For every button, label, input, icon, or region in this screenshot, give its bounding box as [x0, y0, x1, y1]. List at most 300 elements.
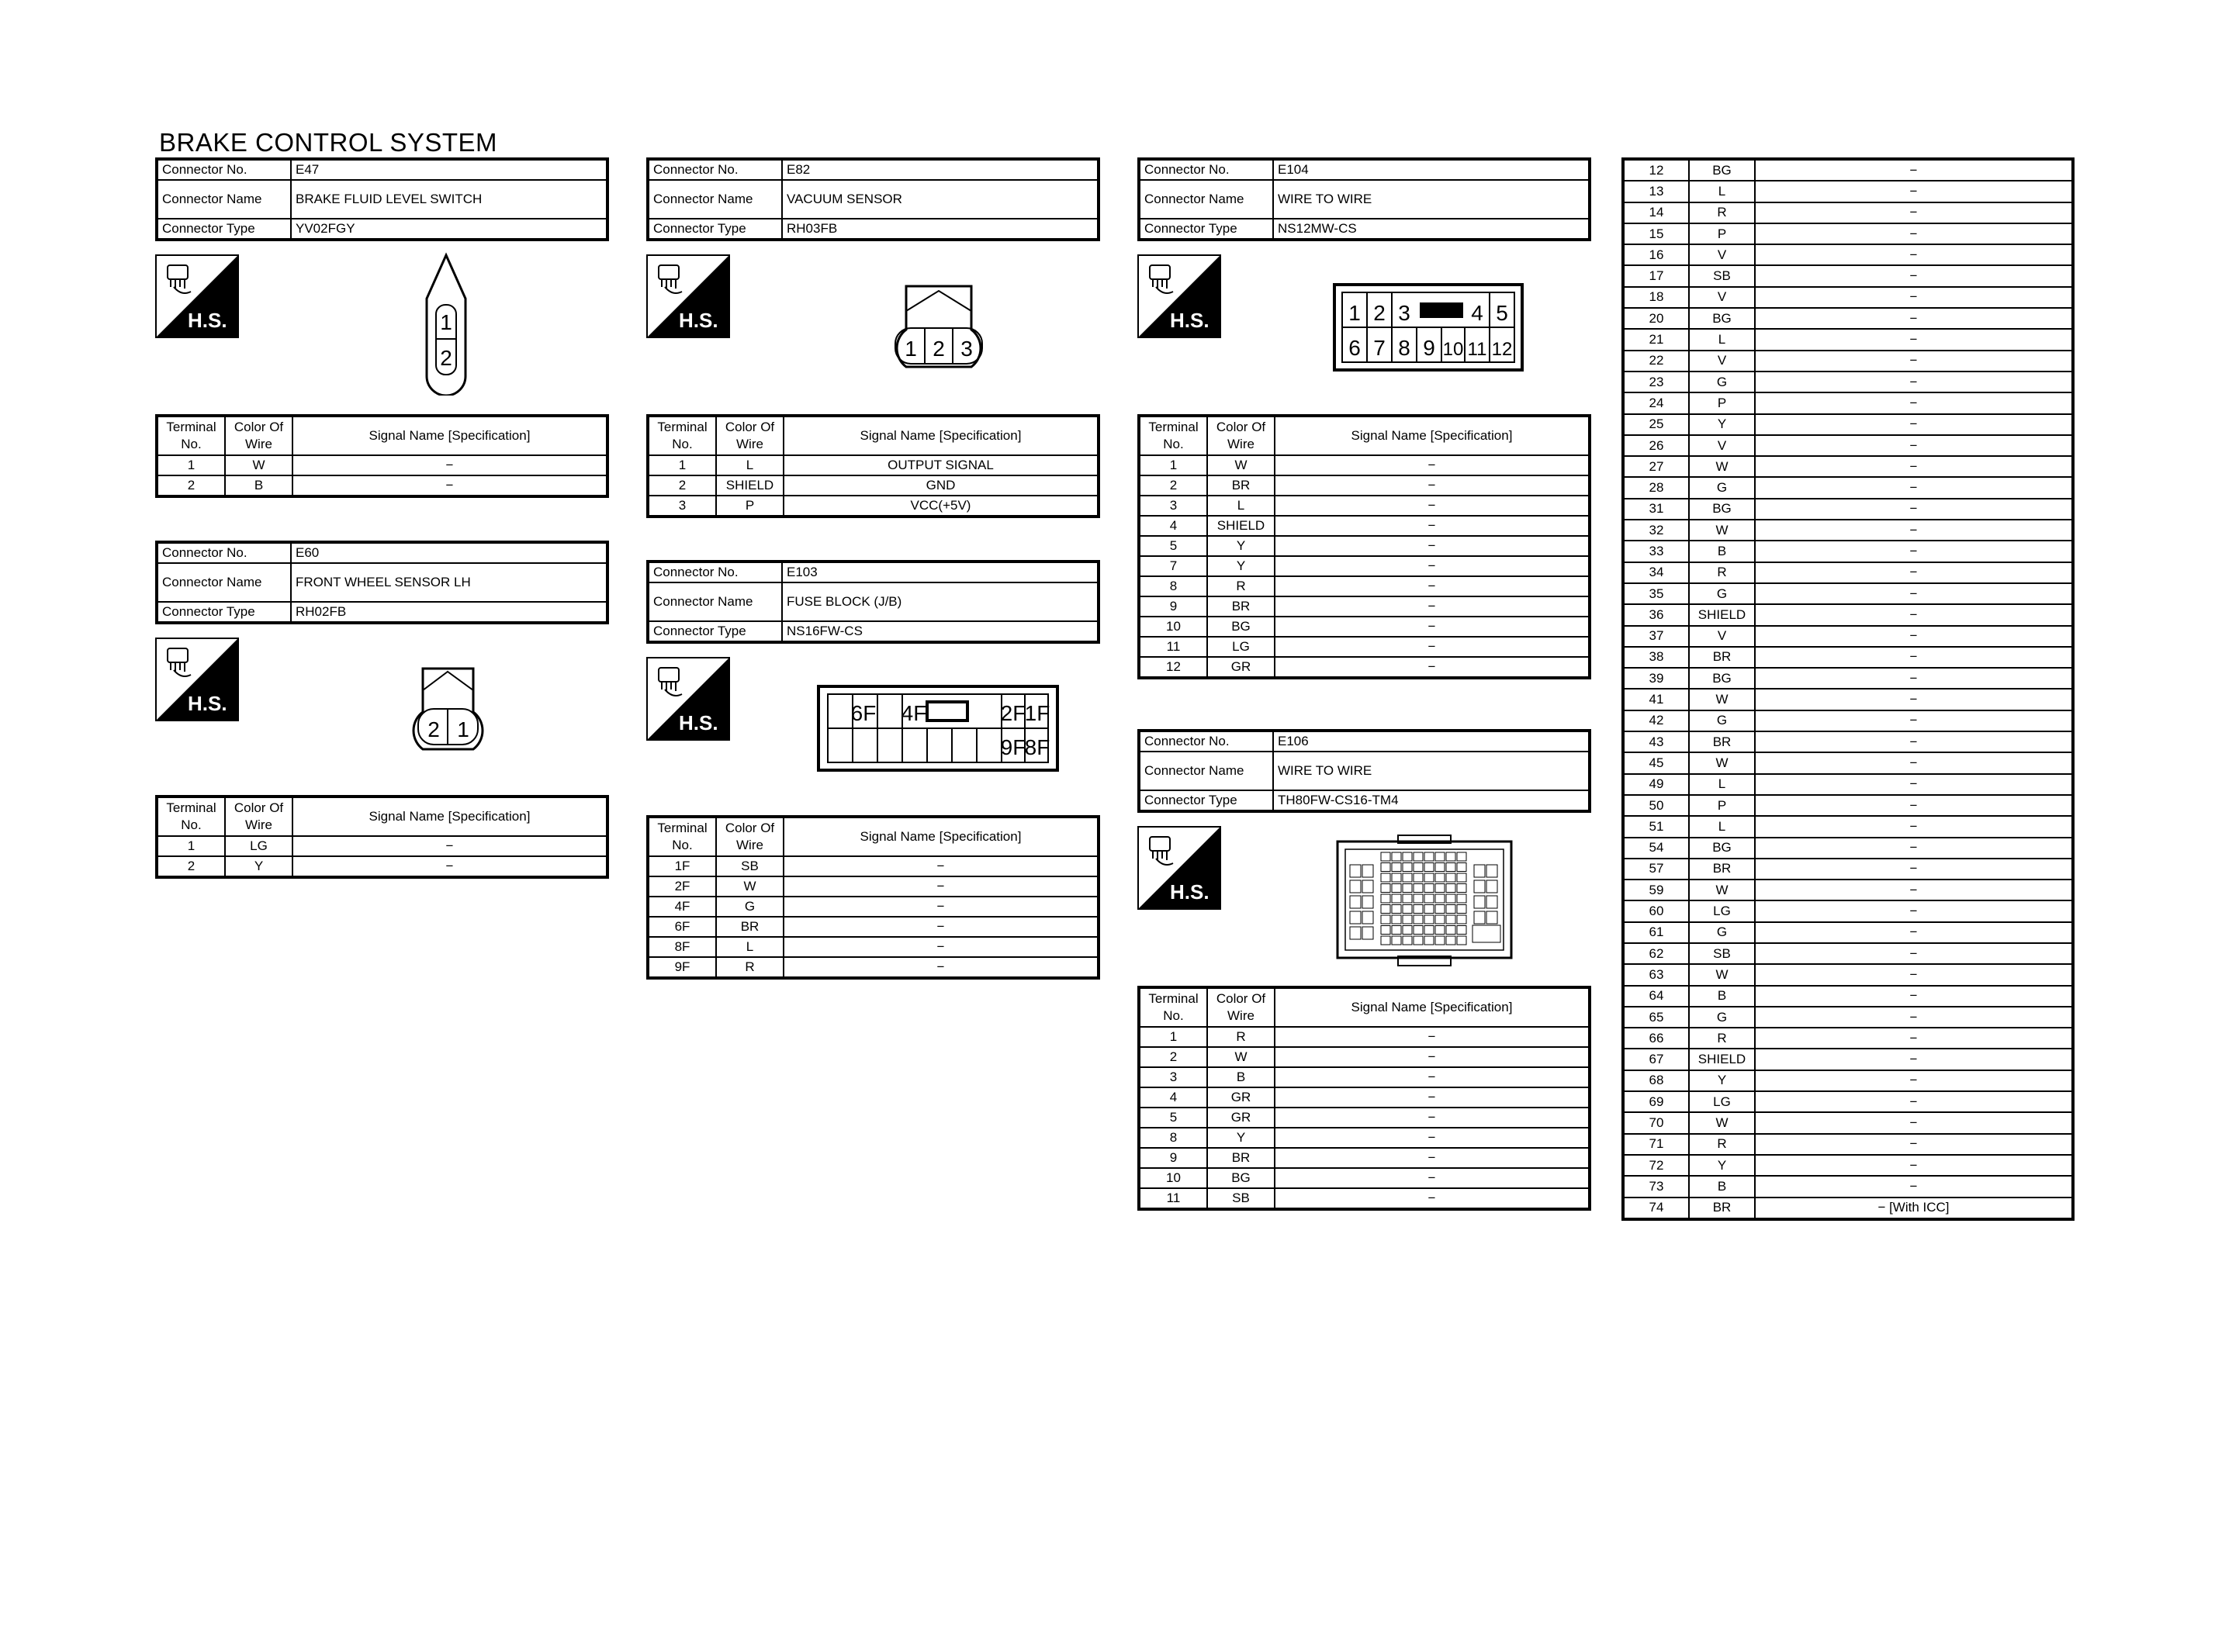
terminal-no-header: Terminal No. [648, 817, 716, 856]
table-row [1623, 880, 2073, 900]
connector-type-value: NS12MW-CS [1273, 219, 1590, 240]
connector-name-value: BRAKE FLUID LEVEL SWITCH [291, 180, 607, 219]
color-cell: BR [1207, 1148, 1275, 1168]
pin-label: 2 [1373, 301, 1386, 325]
color-cell: G [1689, 922, 1755, 943]
terminal-cell: 3 [1139, 1067, 1207, 1087]
terminal-cell: 54 [1623, 838, 1689, 859]
terminal-cell: 9F [648, 957, 716, 978]
color-header: Color Of Wire [1207, 987, 1275, 1027]
terminal-no-header: Terminal No. [648, 416, 716, 455]
terminal-cell: 20 [1623, 308, 1689, 329]
table-row [1623, 265, 2073, 286]
color-cell: BR [1689, 647, 1755, 668]
signal-cell: − [784, 856, 1099, 876]
color-cell: R [1689, 1134, 1755, 1155]
signal-cell: − [1755, 710, 2073, 731]
connector-face-e82 [884, 283, 993, 372]
table-row [1139, 1188, 1590, 1209]
signal-cell: − [1275, 1047, 1590, 1067]
terminal-cell: 2 [648, 475, 716, 496]
signal-cell: − [1755, 922, 2073, 943]
signal-cell: − [1755, 583, 2073, 604]
signal-cell: OUTPUT SIGNAL [784, 455, 1099, 475]
signal-cell: − [1275, 1067, 1590, 1087]
color-cell: BR [1689, 731, 1755, 752]
signal-cell: − [1755, 329, 2073, 350]
signal-cell: − [292, 455, 607, 475]
table-row [1623, 859, 2073, 880]
table-row [1623, 392, 2073, 413]
table-row [1623, 689, 2073, 710]
terminal-cell: 15 [1623, 223, 1689, 244]
color-cell: W [1689, 520, 1755, 541]
signal-cell: − [784, 937, 1099, 957]
terminal-cell: 10 [1139, 617, 1207, 637]
pin-label: 3 [1398, 301, 1410, 325]
signal-cell: − [1275, 637, 1590, 657]
terminal-cell: 5 [1139, 536, 1207, 556]
color-cell: P [716, 496, 784, 517]
table-row [1623, 329, 2073, 350]
table-row [1623, 1070, 2073, 1091]
terminal-cell: 37 [1623, 626, 1689, 647]
table-row [1139, 1027, 1590, 1047]
color-cell: GR [1207, 657, 1275, 678]
terminal-cell: 23 [1623, 372, 1689, 392]
terminal-cell: 71 [1623, 1134, 1689, 1155]
terminal-cell: 2 [1139, 475, 1207, 496]
signal-cell: − [1275, 556, 1590, 576]
table-row [648, 876, 1099, 897]
color-cell: Y [1689, 1070, 1755, 1091]
table-row [1623, 943, 2073, 964]
table-row [1139, 637, 1590, 657]
color-cell: SHIELD [1207, 516, 1275, 536]
color-cell: V [1689, 287, 1755, 308]
signal-cell: − [1755, 456, 2073, 477]
signal-cell: − [1755, 351, 2073, 372]
table-row [1623, 351, 2073, 372]
pin-label: 6F [850, 701, 877, 725]
hs-label: H.S. [1170, 309, 1209, 332]
connector-face-e47 [419, 252, 473, 396]
table-row [1139, 1148, 1590, 1168]
terminal-cell: 67 [1623, 1049, 1689, 1070]
table-row [1623, 816, 2073, 837]
pin-label: 8 [1398, 336, 1410, 360]
table-row [1623, 308, 2073, 329]
color-cell: SB [1689, 265, 1755, 286]
signal-header: Signal Name [Specification] [1275, 416, 1590, 455]
terminal-no-header: Terminal No. [157, 797, 225, 836]
connector-no-label: Connector No. [648, 562, 782, 582]
pin-label: 1 [905, 337, 917, 361]
terminal-cell: 33 [1623, 541, 1689, 562]
signal-cell: − [1755, 880, 2073, 900]
table-row [1623, 477, 2073, 498]
terminal-cell: 11 [1139, 1188, 1207, 1209]
table-row [1623, 668, 2073, 689]
table-row [1139, 617, 1590, 637]
connector-name-value: FRONT WHEEL SENSOR LH [291, 563, 607, 602]
terminal-cell: 36 [1623, 604, 1689, 625]
table-row [648, 957, 1099, 978]
signal-cell: − [1755, 392, 2073, 413]
connector-e103 [646, 560, 1100, 644]
terminal-cell: 2 [157, 475, 225, 496]
connector-e60 [155, 541, 609, 624]
color-cell: W [1689, 964, 1755, 985]
table-row [1623, 626, 2073, 647]
signal-cell: − [784, 876, 1099, 897]
terminal-cell: 4 [1139, 1087, 1207, 1108]
table-row [1623, 372, 2073, 392]
terminal-cell: 31 [1623, 499, 1689, 520]
color-cell: Y [1689, 1155, 1755, 1176]
connector-type-value: YV02FGY [291, 219, 607, 240]
signal-cell: − [1755, 1028, 2073, 1049]
terminal-rows [1139, 1027, 1590, 1209]
color-cell: L [1689, 329, 1755, 350]
color-cell: LG [225, 836, 292, 856]
color-cell: B [1207, 1067, 1275, 1087]
color-cell: SHIELD [1689, 1049, 1755, 1070]
terminal-cell: 14 [1623, 202, 1689, 223]
color-cell: R [716, 957, 784, 978]
color-cell: V [1689, 626, 1755, 647]
pin-label: 11 [1467, 339, 1487, 360]
color-cell: L [716, 455, 784, 475]
terminal-cell: 25 [1623, 414, 1689, 435]
signal-cell: − [1755, 244, 2073, 265]
terminal-cell: 24 [1623, 392, 1689, 413]
pin-label: 1F [1024, 701, 1050, 725]
signal-cell: VCC(+5V) [784, 496, 1099, 517]
color-header: Color Of Wire [225, 797, 292, 836]
pin-label: 1 [440, 310, 452, 334]
terminal-cell: 4F [648, 897, 716, 917]
color-cell: L [1689, 181, 1755, 202]
table-row [1623, 1112, 2073, 1133]
terminal-cell: 18 [1623, 287, 1689, 308]
color-cell: P [1689, 223, 1755, 244]
terminal-cell: 59 [1623, 880, 1689, 900]
terminal-rows [648, 856, 1099, 978]
table-row [1623, 244, 2073, 265]
pin-label: 9 [1423, 336, 1435, 360]
terminal-table-e60 [155, 795, 609, 879]
color-cell: L [716, 937, 784, 957]
color-cell: BR [1689, 1198, 1755, 1219]
terminal-table-e106-continued [1621, 157, 2075, 1221]
pin-label: 6 [1348, 336, 1361, 360]
color-cell: R [1689, 202, 1755, 223]
table-row [1623, 1155, 2073, 1176]
terminal-cell: 64 [1623, 986, 1689, 1007]
color-header: Color Of Wire [225, 416, 292, 455]
table-row [157, 856, 607, 877]
table-row [157, 475, 607, 496]
terminal-cell: 8F [648, 937, 716, 957]
signal-cell: − [1755, 308, 2073, 329]
table-row [1623, 795, 2073, 816]
table-row [1139, 496, 1590, 516]
signal-cell: − [1755, 838, 2073, 859]
table-row [648, 455, 1099, 475]
table-row [1623, 223, 2073, 244]
hs-label: H.S. [679, 309, 718, 332]
pin-label: 1 [1348, 301, 1361, 325]
terminal-rows [1139, 455, 1590, 678]
table-row [1139, 1168, 1590, 1188]
table-row [648, 856, 1099, 876]
connector-type-label: Connector Type [648, 219, 782, 240]
terminal-no-header: Terminal No. [1139, 987, 1207, 1027]
hs-label: H.S. [188, 692, 227, 715]
color-cell: Y [1207, 536, 1275, 556]
color-cell: Y [1207, 556, 1275, 576]
terminal-cell: 22 [1623, 351, 1689, 372]
terminal-cell: 51 [1623, 816, 1689, 837]
terminal-cell: 45 [1623, 752, 1689, 773]
table-row [1623, 1176, 2073, 1197]
harness-side-icon [155, 638, 239, 721]
pin-label: 2 [440, 346, 452, 370]
table-row [1139, 657, 1590, 678]
signal-cell: − [1755, 795, 2073, 816]
signal-cell: − [1275, 576, 1590, 596]
color-cell: GR [1207, 1087, 1275, 1108]
pin-label: 10 [1442, 339, 1464, 360]
signal-cell: − [1755, 1155, 2073, 1176]
connector-name-value: WIRE TO WIRE [1273, 180, 1590, 219]
table-row [1623, 181, 2073, 202]
connector-e104 [1137, 157, 1591, 241]
connector-face-e106 [1336, 834, 1513, 967]
connector-no-label: Connector No. [157, 542, 291, 563]
terminal-cell: 50 [1623, 795, 1689, 816]
color-cell: SHIELD [716, 475, 784, 496]
terminal-cell: 73 [1623, 1176, 1689, 1197]
terminal-cell: 74 [1623, 1198, 1689, 1219]
harness-side-icon [646, 254, 730, 338]
color-cell: BR [716, 917, 784, 937]
signal-cell: − [1755, 986, 2073, 1007]
table-row [1623, 964, 2073, 985]
connector-face-e60 [407, 665, 489, 752]
terminal-cell: 10 [1139, 1168, 1207, 1188]
connector-no-value: E47 [291, 159, 607, 180]
terminal-cell: 9 [1139, 1148, 1207, 1168]
signal-cell: − [1755, 626, 2073, 647]
terminal-cell: 60 [1623, 900, 1689, 921]
signal-cell: − [1275, 536, 1590, 556]
terminal-cell: 66 [1623, 1028, 1689, 1049]
color-cell: R [1207, 576, 1275, 596]
connector-name-value: WIRE TO WIRE [1273, 752, 1590, 790]
color-header: Color Of Wire [716, 416, 784, 455]
color-cell: BG [1689, 308, 1755, 329]
signal-cell: − [1275, 1027, 1590, 1047]
table-row [1623, 202, 2073, 223]
terminal-cell: 12 [1139, 657, 1207, 678]
signal-cell: − [1755, 372, 2073, 392]
connector-name-value: FUSE BLOCK (J/B) [782, 582, 1099, 621]
table-row [1623, 922, 2073, 943]
connector-no-value: E60 [291, 542, 607, 563]
table-row [1623, 499, 2073, 520]
color-cell: L [1689, 816, 1755, 837]
signal-cell: − [1755, 1176, 2073, 1197]
color-cell: BG [1207, 1168, 1275, 1188]
signal-cell: − [1755, 435, 2073, 456]
terminal-cell: 2 [1139, 1047, 1207, 1067]
signal-cell: − [1755, 287, 2073, 308]
terminal-cell: 13 [1623, 181, 1689, 202]
signal-cell: − [784, 957, 1099, 978]
terminal-no-header: Terminal No. [157, 416, 225, 455]
table-row [1623, 774, 2073, 795]
terminal-cell: 1 [1139, 1027, 1207, 1047]
pin-label: 1 [457, 717, 469, 741]
harness-side-icon [1137, 826, 1221, 910]
connector-type-value: NS16FW-CS [782, 621, 1099, 642]
signal-cell: − [1755, 731, 2073, 752]
terminal-cell: 3 [648, 496, 716, 517]
terminal-cell: 69 [1623, 1091, 1689, 1112]
table-row [1623, 710, 2073, 731]
signal-cell: − [1755, 499, 2073, 520]
signal-cell: − [292, 836, 607, 856]
color-cell: W [1689, 456, 1755, 477]
terminal-cell: 68 [1623, 1070, 1689, 1091]
color-cell: BR [1689, 859, 1755, 880]
connector-name-label: Connector Name [1139, 752, 1273, 790]
terminal-rows [1623, 159, 2073, 1219]
signal-cell: − [1755, 414, 2073, 435]
color-cell: BG [1689, 668, 1755, 689]
terminal-cell: 16 [1623, 244, 1689, 265]
color-cell: G [1689, 710, 1755, 731]
table-row [1623, 647, 2073, 668]
color-cell: R [1689, 1028, 1755, 1049]
connector-no-value: E103 [782, 562, 1099, 582]
terminal-cell: 42 [1623, 710, 1689, 731]
signal-cell: − [1755, 689, 2073, 710]
signal-cell: − [1275, 516, 1590, 536]
signal-cell: − [1755, 1091, 2073, 1112]
connector-name-label: Connector Name [648, 180, 782, 219]
signal-cell: − [1275, 1087, 1590, 1108]
color-cell: G [716, 897, 784, 917]
signal-cell: − [1275, 1188, 1590, 1209]
color-cell: G [1689, 1007, 1755, 1028]
table-row [1623, 1007, 2073, 1028]
signal-cell: − [1755, 647, 2073, 668]
harness-side-icon [1137, 254, 1221, 338]
connector-no-label: Connector No. [1139, 159, 1273, 180]
table-row [1623, 900, 2073, 921]
signal-cell: − [1275, 617, 1590, 637]
terminal-cell: 63 [1623, 964, 1689, 985]
signal-header: Signal Name [Specification] [292, 797, 607, 836]
table-row [648, 496, 1099, 517]
terminal-no-header: Terminal No. [1139, 416, 1207, 455]
color-cell: W [225, 455, 292, 475]
terminal-cell: 1 [157, 455, 225, 475]
terminal-cell: 34 [1623, 562, 1689, 583]
hs-label: H.S. [188, 309, 227, 332]
connector-type-label: Connector Type [157, 219, 291, 240]
color-cell: BG [1689, 838, 1755, 859]
table-row [1139, 1128, 1590, 1148]
color-cell: BG [1689, 159, 1755, 181]
table-row [157, 836, 607, 856]
signal-cell: − [1755, 520, 2073, 541]
signal-cell: − [1755, 668, 2073, 689]
terminal-cell: 2 [157, 856, 225, 877]
table-row [1139, 1108, 1590, 1128]
signal-cell: − [1755, 1049, 2073, 1070]
table-row [1623, 731, 2073, 752]
color-cell: W [1689, 689, 1755, 710]
table-row [1623, 1134, 2073, 1155]
signal-cell: − [1755, 604, 2073, 625]
signal-cell: − [1275, 1108, 1590, 1128]
signal-cell: − [1755, 477, 2073, 498]
connector-type-label: Connector Type [1139, 790, 1273, 811]
signal-cell: − [1755, 181, 2073, 202]
color-cell: B [1689, 1176, 1755, 1197]
table-row [1623, 562, 2073, 583]
color-cell: LG [1689, 900, 1755, 921]
signal-cell: − [1755, 964, 2073, 985]
terminal-cell: 11 [1139, 637, 1207, 657]
pin-label: 2F [1000, 701, 1026, 725]
signal-cell: − [1755, 1112, 2073, 1133]
color-cell: G [1689, 477, 1755, 498]
terminal-cell: 43 [1623, 731, 1689, 752]
connector-name-label: Connector Name [648, 582, 782, 621]
terminal-cell: 4 [1139, 516, 1207, 536]
table-row [1623, 414, 2073, 435]
terminal-cell: 12 [1623, 159, 1689, 181]
terminal-cell: 35 [1623, 583, 1689, 604]
pin-label: 7 [1373, 336, 1386, 360]
terminal-cell: 26 [1623, 435, 1689, 456]
signal-cell: − [1755, 159, 2073, 181]
color-cell: R [1207, 1027, 1275, 1047]
signal-cell: − [1755, 562, 2073, 583]
connector-no-value: E104 [1273, 159, 1590, 180]
color-cell: P [1689, 392, 1755, 413]
color-cell: LG [1207, 637, 1275, 657]
color-cell: L [1689, 774, 1755, 795]
color-cell: GR [1207, 1108, 1275, 1128]
table-row [1139, 475, 1590, 496]
pin-label: 3 [960, 337, 973, 361]
signal-cell: − [1755, 752, 2073, 773]
color-cell: V [1689, 435, 1755, 456]
signal-cell: − [1275, 496, 1590, 516]
page-title: BRAKE CONTROL SYSTEM [159, 128, 498, 157]
terminal-cell: 21 [1623, 329, 1689, 350]
terminal-cell: 38 [1623, 647, 1689, 668]
signal-cell: − [1755, 1134, 2073, 1155]
signal-header: Signal Name [Specification] [784, 817, 1099, 856]
pin-label: 4F [901, 701, 927, 725]
